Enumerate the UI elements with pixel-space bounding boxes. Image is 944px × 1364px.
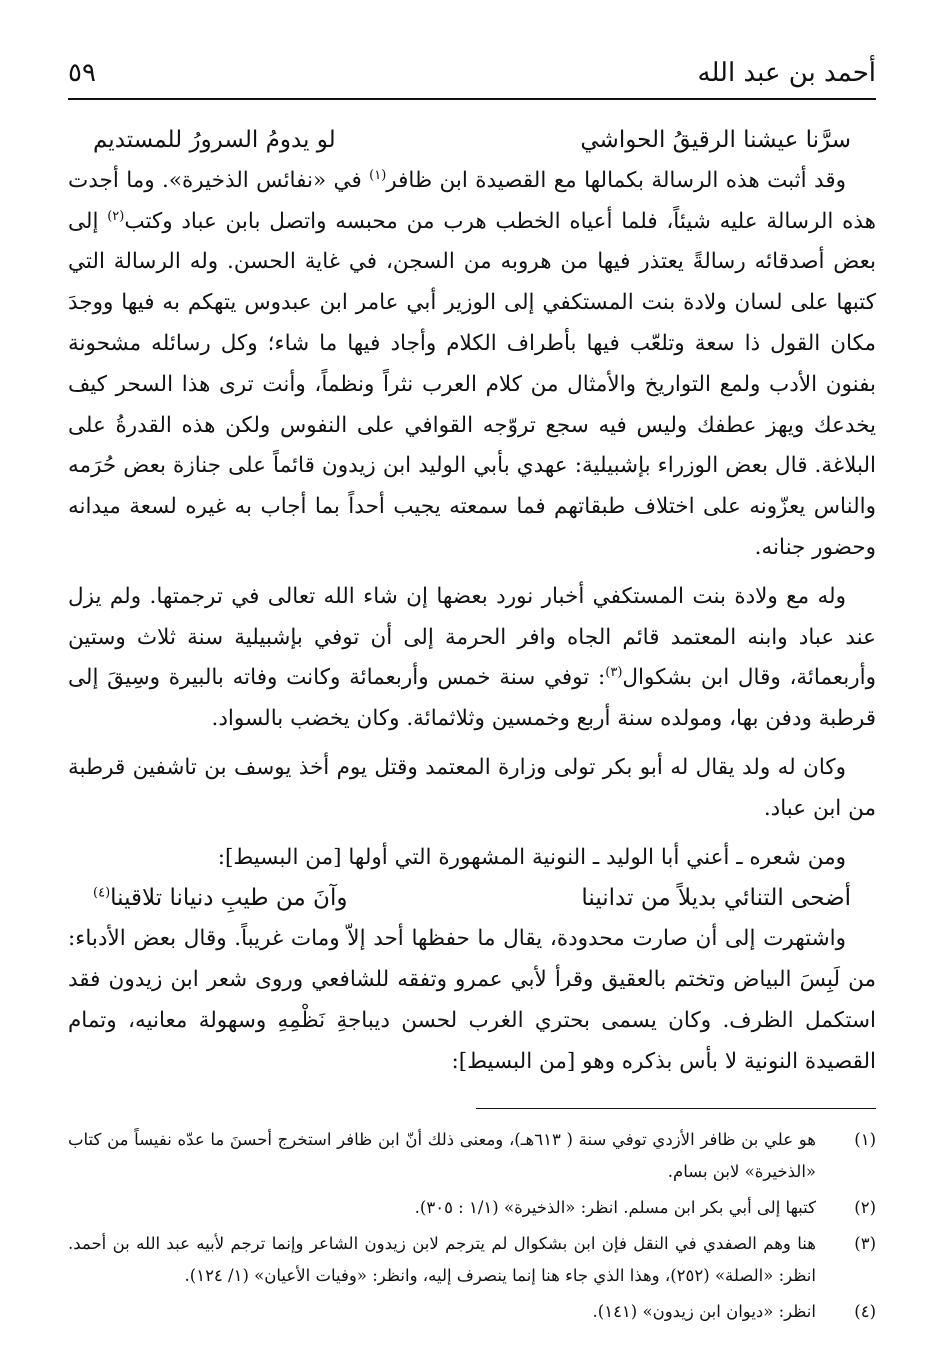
footnote-2	[68, 1192, 876, 1224]
paragraph-text: إلى بعض أصدقائه رسالةً يعتذر فيها من هروبه من السجن، في غاية الحسن. وله الرسالة التي كتبها على لسان ولادة بنت المستكفي إلى الوزير أبي عامر ابن عبدوس يتهكم به فيها ووجدَ مكان القول ذا سعة وتلعّب فيها بأطراف الكلام وأجاد فيها ما شاء؛ وكل رسائله مشحونة بفنون الأدب ولمع التواريخ والأمثال من كلام العرب نثراً ونظماً، وأنت ترى هذا السحر كيف يخدعك ويهز عطفك وليس فيه سجع تروّجه القوافي على النفوس ولكن هذه القدرةُ على البلاغة. قال بعض الوزراء بإشبيلية: عهدي بأبي الوليد ابن زيدون قائماً على جنازة بعض حُرَمه والناس يعزّونه على اختلاف طبقاتهم فما سمعته يجيب أحداً بما أجاب به غيره لسعة ميدانه وحضور جنانه.	[68, 208, 876, 560]
verse-line-2	[68, 878, 876, 919]
page-header	[68, 58, 876, 94]
footnote-rule	[476, 1108, 876, 1109]
paragraph-4: ومن شعره ـ أعني أبا الوليد ـ النونية المشهورة التي أولها [من البسيط]:	[217, 844, 846, 870]
footnote-3	[68, 1228, 876, 1292]
paragraph-text: وقد أثبت هذه الرسالة بكمالها مع القصيدة ابن ظافر	[386, 167, 846, 193]
paragraph-3: وكان له ولد يقال له أبو بكر تولى وزارة المعتمد وقتل يوم أخذ يوسف بن تاشفين قرطبة من ابن عباد.	[68, 754, 876, 821]
footnote-number: (٤)	[854, 1302, 876, 1321]
footnote-ref-2[interactable]: (٢)	[107, 208, 125, 224]
footnote-4	[68, 1296, 876, 1328]
hemistich-text: وآنَ من طيبِ دنيانا تلاقينا	[110, 885, 348, 912]
footnote-ref-4[interactable]: (٤)	[93, 885, 111, 901]
footnote-text: كتبها إلى أبي بكر ابن مسلم. انظر: «الذخيرة» (١/١ : ٣٠٥).	[414, 1198, 816, 1217]
verse-second-hemistich: لو يدومُ السرورُ للمستديم	[93, 127, 336, 153]
footnote-ref-3[interactable]: (٣)	[605, 665, 623, 681]
footnote-number: (١)	[854, 1130, 876, 1149]
footnote-number: (٣)	[854, 1234, 876, 1253]
footnote-ref-1[interactable]: (١)	[369, 167, 387, 183]
footnotes	[68, 1124, 876, 1332]
footnote-number: (٢)	[854, 1198, 876, 1217]
paragraph-text: في «نفائس الذخيرة». وما أجدت هذه الرسالة عليه شيئاً، فلما أعياه الخطب هرب من محبسه واتصل بابن عباد وكتب	[68, 167, 877, 234]
running-title: أحمد بن عبد الله	[697, 58, 876, 88]
verse-first-hemistich: سرَّنا عيشنا الرقيقُ الحواشي	[580, 127, 851, 153]
paragraph-text: وله مع ولادة بنت المستكفي أخبار نورد بعضها إن شاء الله تعالى في ترجمتها. ولم يزل عند عباد وابنه المعتمد قائم الجاه وافر الحرمة إلى أن توفي بإشبيلية سنة ثلاث وستين وأربعمائة، وقال ابن بشكوال	[68, 583, 876, 691]
main-text	[68, 120, 876, 1082]
footnote-text: هنا وهم الصفدي في النقل فإن ابن بشكوال لم يترجم لابن زيدون الشاعر وإنما ترجم لأبيه عبد الله بن أحمد. انظر: «الصلة» (٢٥٢)، وهذا الذي جاء هنا إنما ينصرف إليه، وانظر: «وفيات الأعيان» (١/ ١٢٤).	[68, 1234, 816, 1285]
page-number: ٥٩	[68, 58, 96, 88]
footnote-text: انظر: «ديوان ابن زيدون» (١٤١).	[592, 1302, 816, 1321]
footnote-text: هو علي بن ظافر الأزدي توفي سنة ( ٦١٣هـ)، ومعنى ذلك أنّ ابن ظافر استخرج أحسنَ ما عدّه نفيساً من كتاب «الذخيرة» لابن بسام.	[68, 1130, 816, 1181]
paragraph-1	[68, 161, 876, 569]
footnote-1	[68, 1124, 876, 1188]
paragraph-text: : توفي سنة خمس وأربعمائة وكانت وفاته بالبيرة وسِيقَ إلى قرطبة ودفن بها، ومولده سنة أربع وخمسين وثلاثمائة. وكان يخضب بالسواد.	[68, 665, 876, 732]
verse-line-1	[68, 120, 876, 161]
verse-first-hemistich: أضحى التنائي بديلاً من تدانينا	[581, 885, 851, 912]
header-rule	[68, 98, 876, 100]
paragraph-5: واشتهرت إلى أن صارت محدودة، يقال ما حفظها أحد إلاّ ومات غريباً. وقال بعض الأدباء: من لَبِسَ البياض وتختم بالعقيق وقرأ لأبي عمرو وتفقه للشافعي وروى شعر ابن زيدون فقد استكمل الظرف. وكان يسمى بحتري الغرب لحسن ديباجةِ نَظْمِهِ وسهولة معانيه، وتمام القصيدة النونية لا بأس بذكره وهو [من البسيط]:	[68, 926, 876, 1074]
paragraph-2	[68, 577, 876, 740]
verse-second-hemistich	[93, 878, 347, 919]
